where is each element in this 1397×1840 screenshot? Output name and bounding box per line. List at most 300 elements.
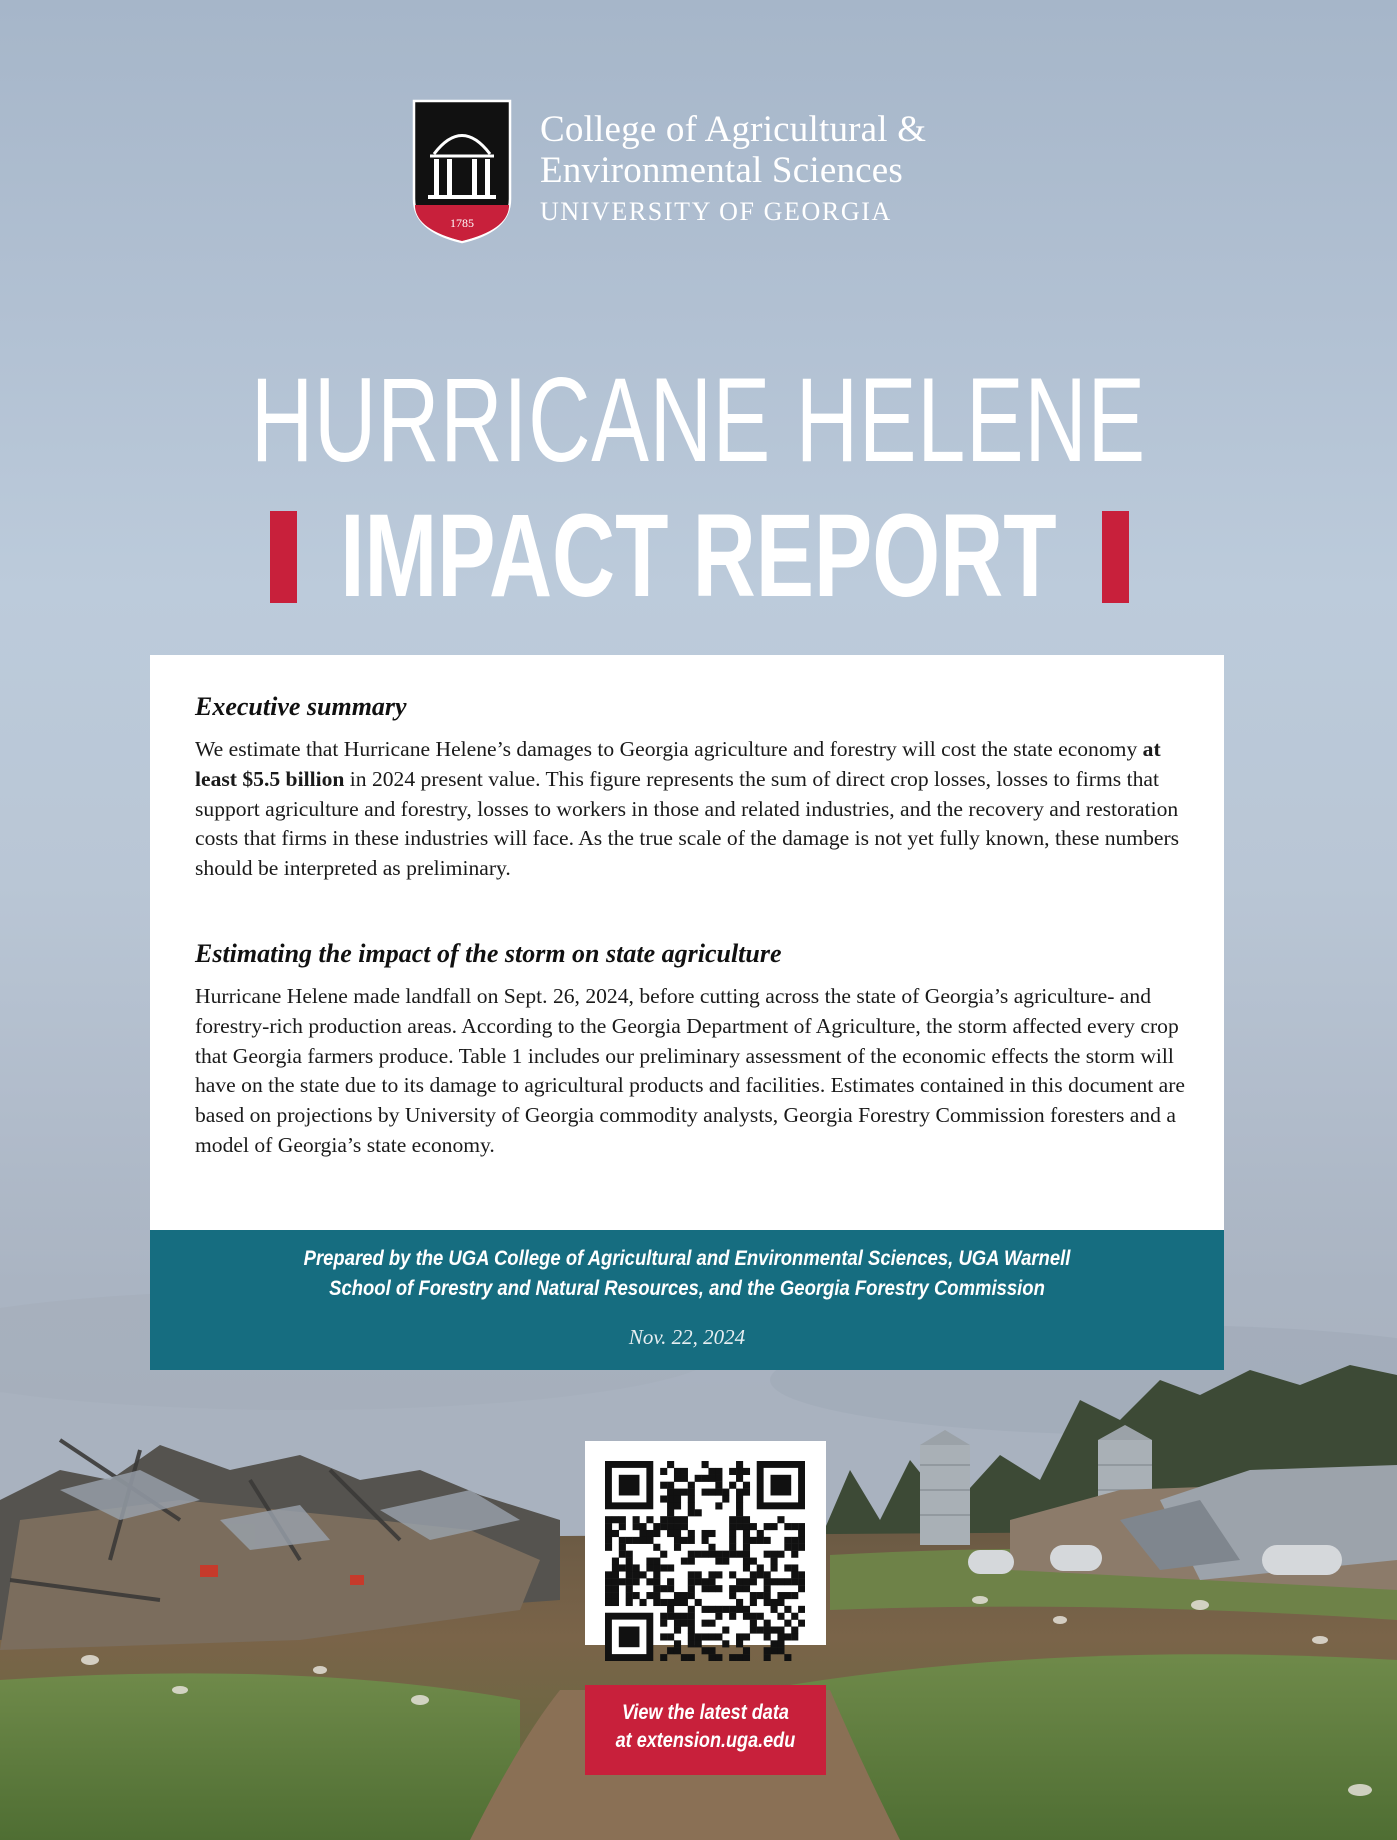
- qr-module: [757, 1564, 764, 1571]
- qr-module: [743, 1516, 750, 1523]
- uga-arch-shield-icon: [412, 99, 512, 244]
- college-name: [540, 109, 1000, 191]
- qr-module: [653, 1599, 660, 1606]
- qr-module: [639, 1571, 646, 1578]
- qr-module: [798, 1544, 805, 1551]
- qr-module: [688, 1578, 695, 1585]
- qr-module: [688, 1551, 695, 1558]
- qr-module: [660, 1523, 667, 1530]
- qr-module: [764, 1551, 771, 1558]
- qr-module: [777, 1578, 784, 1585]
- qr-module: [757, 1613, 764, 1620]
- section-body-executive-summary: [195, 735, 1185, 884]
- qr-module: [743, 1544, 750, 1551]
- qr-module: [791, 1633, 798, 1640]
- qr-module: [771, 1640, 778, 1647]
- qr-module: [777, 1599, 784, 1606]
- qr-module: [715, 1468, 722, 1475]
- qr-module: [708, 1530, 715, 1537]
- qr-module: [708, 1475, 715, 1482]
- qr-finder-pattern: [619, 1627, 640, 1648]
- qr-module: [633, 1537, 640, 1544]
- qr-module: [619, 1537, 626, 1544]
- qr-module: [771, 1599, 778, 1606]
- qr-module: [633, 1571, 640, 1578]
- qr-module: [653, 1530, 660, 1537]
- qr-module: [736, 1606, 743, 1613]
- university-name: UNIVERSITY OF GEORGIA: [540, 197, 892, 226]
- qr-module: [695, 1571, 702, 1578]
- qr-module: [633, 1523, 640, 1530]
- qr-module: [702, 1489, 709, 1496]
- qr-module: [777, 1647, 784, 1654]
- qr-module: [715, 1558, 722, 1565]
- qr-module: [674, 1530, 681, 1537]
- qr-module: [681, 1613, 688, 1620]
- qr-module: [771, 1606, 778, 1613]
- qr-module: [688, 1620, 695, 1627]
- qr-module: [722, 1558, 729, 1565]
- qr-module: [688, 1585, 695, 1592]
- qr-module: [798, 1523, 805, 1530]
- qr-module: [736, 1585, 743, 1592]
- qr-module: [777, 1640, 784, 1647]
- qr-module: [757, 1571, 764, 1578]
- qr-module: [708, 1647, 715, 1654]
- qr-module: [743, 1585, 750, 1592]
- summary-highlight-amount: at least $5.5 billion: [195, 737, 1161, 791]
- qr-module: [743, 1647, 750, 1654]
- qr-module: [791, 1592, 798, 1599]
- qr-module: [674, 1489, 681, 1496]
- qr-module: [646, 1530, 653, 1537]
- qr-module: [764, 1585, 771, 1592]
- qr-module: [757, 1530, 764, 1537]
- qr-module: [764, 1633, 771, 1640]
- qr-module: [681, 1654, 688, 1661]
- qr-module: [715, 1633, 722, 1640]
- qr-module: [667, 1461, 674, 1468]
- qr-module: [639, 1599, 646, 1606]
- qr-module: [791, 1523, 798, 1530]
- qr-module: [667, 1489, 674, 1496]
- qr-module: [722, 1495, 729, 1502]
- qr-module: [626, 1564, 633, 1571]
- qr-module: [784, 1620, 791, 1627]
- qr-module: [708, 1489, 715, 1496]
- qr-module: [667, 1647, 674, 1654]
- qr-module: [605, 1585, 612, 1592]
- qr-module: [798, 1585, 805, 1592]
- qr-module: [633, 1592, 640, 1599]
- qr-module: [674, 1502, 681, 1509]
- qr-module: [681, 1592, 688, 1599]
- qr-module: [764, 1571, 771, 1578]
- qr-module: [681, 1516, 688, 1523]
- qr-module: [633, 1564, 640, 1571]
- qr-module: [674, 1613, 681, 1620]
- qr-module: [764, 1654, 771, 1661]
- section-body-estimating-impact: Hurricane Helene made landfall on Sept. 26, 2024, before cutting across the state of Georgia’s agriculture- and forestry-rich production areas. According to the Georgia Department of Agriculture, the storm affected every crop that Georgia farmers produce. Table 1 includes our preliminary assessment of the economic effects the storm will have on the state due to its damage to agricultural products and facilities. Estimates contained in this document are based on projections by University of Georgia commodity analysts, Georgia Forestry Commission foresters and a model of Georgia’s state economy.: [195, 984, 1186, 1157]
- qr-module: [660, 1599, 667, 1606]
- qr-module: [688, 1482, 695, 1489]
- qr-module: [605, 1599, 612, 1606]
- qr-module: [688, 1613, 695, 1620]
- qr-module: [626, 1558, 633, 1565]
- qr-module: [695, 1633, 702, 1640]
- qr-module: [736, 1461, 743, 1468]
- qr-module: [702, 1647, 709, 1654]
- qr-module: [743, 1613, 750, 1620]
- qr-module: [660, 1620, 667, 1627]
- qr-module: [660, 1654, 667, 1661]
- qr-module: [619, 1551, 626, 1558]
- qr-module: [708, 1633, 715, 1640]
- qr-module: [791, 1613, 798, 1620]
- qr-module: [798, 1578, 805, 1585]
- qr-module: [750, 1620, 757, 1627]
- qr-module: [612, 1564, 619, 1571]
- qr-module: [667, 1578, 674, 1585]
- qr-module: [729, 1654, 736, 1661]
- qr-module: [674, 1537, 681, 1544]
- qr-module: [736, 1599, 743, 1606]
- qr-module: [653, 1564, 660, 1571]
- qr-module: [771, 1647, 778, 1654]
- qr-module: [674, 1475, 681, 1482]
- qr-module: [688, 1627, 695, 1634]
- qr-module: [791, 1571, 798, 1578]
- qr-code-icon[interactable]: [605, 1461, 805, 1661]
- qr-module: [660, 1613, 667, 1620]
- qr-module: [626, 1599, 633, 1606]
- qr-module: [743, 1654, 750, 1661]
- qr-module: [681, 1475, 688, 1482]
- qr-module: [771, 1627, 778, 1634]
- qr-module: [688, 1530, 695, 1537]
- content-panel: [150, 655, 1224, 1230]
- qr-module: [619, 1578, 626, 1585]
- qr-module: [681, 1620, 688, 1627]
- qr-module: [743, 1606, 750, 1613]
- qr-module: [653, 1578, 660, 1585]
- qr-module: [764, 1523, 771, 1530]
- prepared-by-text: [214, 1244, 1159, 1304]
- qr-module: [688, 1558, 695, 1565]
- qr-module: [791, 1537, 798, 1544]
- title-accent-bar-right: [1102, 511, 1129, 603]
- qr-module: [695, 1551, 702, 1558]
- qr-module: [702, 1537, 709, 1544]
- qr-module: [777, 1633, 784, 1640]
- summary-text-part1: We estimate that Hurricane Helene’s damages to Georgia agriculture and forestry will cost the state economy: [195, 737, 1143, 761]
- qr-module: [653, 1592, 660, 1599]
- qr-module: [674, 1647, 681, 1654]
- qr-module: [729, 1551, 736, 1558]
- qr-module: [605, 1544, 612, 1551]
- qr-module: [646, 1578, 653, 1585]
- qr-module: [715, 1585, 722, 1592]
- qr-module: [722, 1489, 729, 1496]
- qr-module: [688, 1606, 695, 1613]
- qr-module: [736, 1495, 743, 1502]
- qr-module: [674, 1523, 681, 1530]
- qr-module: [708, 1551, 715, 1558]
- qr-module: [646, 1558, 653, 1565]
- qr-module: [784, 1592, 791, 1599]
- qr-module: [688, 1571, 695, 1578]
- qr-module: [667, 1564, 674, 1571]
- qr-module: [674, 1640, 681, 1647]
- qr-module: [715, 1502, 722, 1509]
- qr-module: [784, 1633, 791, 1640]
- qr-module: [784, 1544, 791, 1551]
- qr-module: [777, 1613, 784, 1620]
- qr-module: [715, 1475, 722, 1482]
- qr-module: [798, 1537, 805, 1544]
- qr-module: [605, 1578, 612, 1585]
- qr-module: [674, 1627, 681, 1634]
- college-name-line1: College of Agricultural &: [540, 109, 927, 150]
- qr-module: [729, 1613, 736, 1620]
- qr-module: [743, 1530, 750, 1537]
- qr-module: [667, 1516, 674, 1523]
- qr-module: [743, 1468, 750, 1475]
- qr-module: [605, 1516, 612, 1523]
- report-title-line1: HURRICANE HELENE: [250, 353, 1146, 487]
- qr-module: [619, 1516, 626, 1523]
- qr-module: [764, 1592, 771, 1599]
- qr-module: [605, 1592, 612, 1599]
- qr-module: [784, 1606, 791, 1613]
- qr-module: [681, 1489, 688, 1496]
- qr-module: [667, 1482, 674, 1489]
- qr-module: [702, 1551, 709, 1558]
- qr-caption-box[interactable]: [585, 1685, 826, 1775]
- qr-module: [729, 1516, 736, 1523]
- qr-module: [702, 1585, 709, 1592]
- qr-module: [708, 1468, 715, 1475]
- qr-module: [674, 1495, 681, 1502]
- qr-module: [646, 1516, 653, 1523]
- qr-finder-pattern: [771, 1475, 792, 1496]
- qr-module: [736, 1516, 743, 1523]
- qr-module: [695, 1475, 702, 1482]
- qr-module: [702, 1578, 709, 1585]
- qr-module: [729, 1523, 736, 1530]
- qr-module: [674, 1516, 681, 1523]
- qr-module: [708, 1571, 715, 1578]
- qr-module: [784, 1654, 791, 1661]
- qr-module: [729, 1571, 736, 1578]
- qr-caption-text: [602, 1699, 809, 1755]
- qr-module: [667, 1523, 674, 1530]
- qr-module: [653, 1558, 660, 1565]
- qr-module: [791, 1544, 798, 1551]
- qr-module: [681, 1468, 688, 1475]
- qr-module: [729, 1482, 736, 1489]
- qr-module: [695, 1509, 702, 1516]
- qr-module: [729, 1530, 736, 1537]
- qr-module: [784, 1537, 791, 1544]
- qr-module: [605, 1571, 612, 1578]
- qr-module: [626, 1571, 633, 1578]
- qr-module: [764, 1599, 771, 1606]
- qr-module: [743, 1537, 750, 1544]
- qr-module: [708, 1620, 715, 1627]
- section-heading-executive-summary: Executive summary: [195, 692, 407, 721]
- qr-module: [660, 1585, 667, 1592]
- prepared-by-line1: Prepared by the UGA College of Agricultural and Environmental Sciences, UGA Warnell: [303, 1247, 1071, 1270]
- qr-module: [791, 1551, 798, 1558]
- qr-module: [667, 1633, 674, 1640]
- prepared-by-band: [150, 1230, 1224, 1370]
- qr-module: [722, 1640, 729, 1647]
- qr-module: [674, 1592, 681, 1599]
- qr-module: [798, 1606, 805, 1613]
- qr-module: [750, 1599, 757, 1606]
- qr-module: [736, 1475, 743, 1482]
- qr-module: [715, 1551, 722, 1558]
- qr-module: [660, 1468, 667, 1475]
- qr-module: [722, 1551, 729, 1558]
- qr-module: [764, 1647, 771, 1654]
- qr-module: [736, 1509, 743, 1516]
- qr-module: [736, 1578, 743, 1585]
- qr-module: [743, 1489, 750, 1496]
- qr-module: [681, 1599, 688, 1606]
- qr-module: [688, 1502, 695, 1509]
- qr-module: [736, 1640, 743, 1647]
- qr-code-card[interactable]: [585, 1441, 826, 1645]
- qr-module: [667, 1613, 674, 1620]
- qr-module: [736, 1502, 743, 1509]
- qr-module: [605, 1530, 612, 1537]
- qr-module: [667, 1502, 674, 1509]
- qr-module: [702, 1475, 709, 1482]
- qr-module: [646, 1592, 653, 1599]
- qr-module: [619, 1544, 626, 1551]
- qr-module: [757, 1537, 764, 1544]
- qr-module: [771, 1558, 778, 1565]
- qr-module: [777, 1551, 784, 1558]
- qr-module: [715, 1571, 722, 1578]
- qr-module: [722, 1627, 729, 1634]
- college-name-line2: Environmental Sciences: [540, 150, 903, 191]
- qr-module: [791, 1564, 798, 1571]
- qr-module: [688, 1489, 695, 1496]
- qr-module: [771, 1564, 778, 1571]
- qr-module: [784, 1564, 791, 1571]
- qr-module: [743, 1578, 750, 1585]
- qr-module: [612, 1599, 619, 1606]
- qr-module: [702, 1606, 709, 1613]
- qr-module: [764, 1620, 771, 1627]
- qr-module: [626, 1592, 633, 1599]
- qr-module: [708, 1606, 715, 1613]
- qr-module: [743, 1523, 750, 1530]
- qr-module: [771, 1578, 778, 1585]
- qr-module: [791, 1627, 798, 1634]
- qr-module: [743, 1564, 750, 1571]
- qr-module: [619, 1523, 626, 1530]
- qr-module: [750, 1613, 757, 1620]
- qr-module: [667, 1509, 674, 1516]
- qr-module: [674, 1599, 681, 1606]
- qr-module: [626, 1537, 633, 1544]
- qr-module: [702, 1530, 709, 1537]
- qr-module: [757, 1627, 764, 1634]
- qr-module: [660, 1482, 667, 1489]
- qr-caption-line2: at extension.uga.edu: [615, 1729, 796, 1752]
- qr-module: [667, 1495, 674, 1502]
- qr-module: [626, 1578, 633, 1585]
- qr-module: [626, 1585, 633, 1592]
- qr-module: [639, 1537, 646, 1544]
- qr-module: [715, 1606, 722, 1613]
- qr-module: [715, 1482, 722, 1489]
- qr-module: [674, 1620, 681, 1627]
- qr-module: [639, 1530, 646, 1537]
- qr-module: [708, 1585, 715, 1592]
- qr-module: [750, 1592, 757, 1599]
- qr-module: [681, 1537, 688, 1544]
- qr-module: [674, 1468, 681, 1475]
- qr-module: [667, 1606, 674, 1613]
- qr-module: [708, 1654, 715, 1661]
- qr-module: [736, 1551, 743, 1558]
- qr-module: [750, 1558, 757, 1565]
- qr-module: [771, 1523, 778, 1530]
- qr-module: [702, 1461, 709, 1468]
- qr-module: [660, 1564, 667, 1571]
- qr-module: [715, 1613, 722, 1620]
- report-title-line2: IMPACT REPORT: [340, 490, 1057, 622]
- qr-module: [612, 1585, 619, 1592]
- qr-module: [743, 1633, 750, 1640]
- section-heading-estimating-impact: Estimating the impact of the storm on state agriculture: [195, 939, 782, 968]
- qr-module: [653, 1585, 660, 1592]
- qr-module: [784, 1523, 791, 1530]
- qr-module: [612, 1578, 619, 1585]
- qr-module: [639, 1523, 646, 1530]
- qr-module: [771, 1551, 778, 1558]
- qr-module: [715, 1654, 722, 1661]
- report-date: Nov. 22, 2024: [628, 1325, 746, 1349]
- qr-module: [681, 1523, 688, 1530]
- qr-module: [743, 1551, 750, 1558]
- qr-module: [653, 1571, 660, 1578]
- qr-module: [633, 1516, 640, 1523]
- qr-module: [750, 1578, 757, 1585]
- qr-module: [688, 1592, 695, 1599]
- qr-module: [764, 1537, 771, 1544]
- qr-module: [702, 1633, 709, 1640]
- qr-module: [653, 1523, 660, 1530]
- summary-text-part2: in 2024 present value. This figure represents the sum of direct crop losses, losses to firms that support agriculture and forestry, losses to workers in those and related industries, and the recovery and restoration costs that firms in these industries will face. As the true scale of the damage is not yet fully known, these numbers should be interpreted as preliminary.: [195, 766, 1180, 881]
- qr-module: [729, 1544, 736, 1551]
- qr-module: [736, 1468, 743, 1475]
- qr-module: [777, 1592, 784, 1599]
- qr-module: [743, 1558, 750, 1565]
- qr-module: [750, 1523, 757, 1530]
- qr-module: [605, 1537, 612, 1544]
- prepared-by-line2: School of Forestry and Natural Resources, and the Georgia Forestry Commission: [329, 1277, 1045, 1300]
- qr-module: [660, 1551, 667, 1558]
- qr-module: [722, 1606, 729, 1613]
- qr-module: [798, 1571, 805, 1578]
- shield-year: 1785: [450, 216, 474, 230]
